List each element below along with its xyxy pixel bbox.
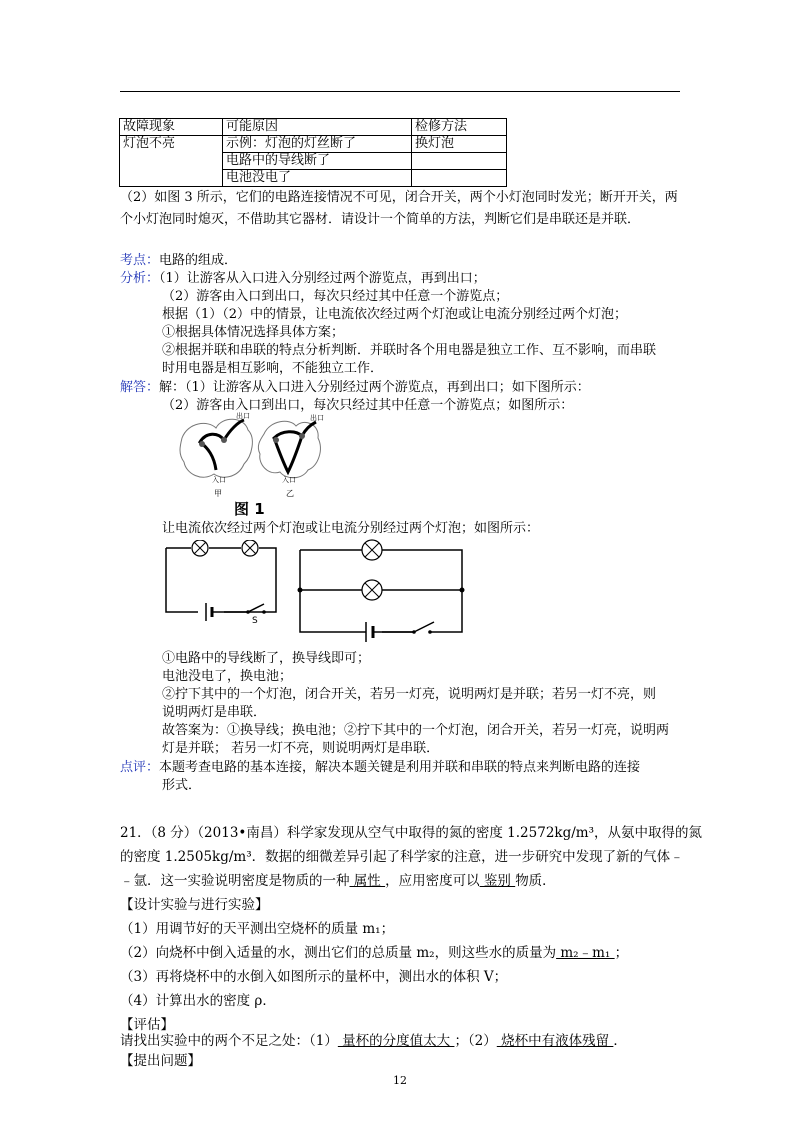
kaodian-label: 考点： bbox=[120, 253, 160, 268]
q21-step2: （2）向烧杯中倒入适量的水，测出它们的总质量 m₂，则这些水的质量为 m₂﹣m₁ ； bbox=[120, 945, 629, 961]
kaodian-text: 电路的组成． bbox=[159, 253, 238, 268]
entry-label: 入口 bbox=[212, 476, 226, 484]
exit-label: 出口 bbox=[236, 412, 250, 420]
jieda-line4: ①电路中的导线断了，换导线即可； bbox=[162, 651, 371, 666]
exit-label: 出口 bbox=[310, 414, 324, 422]
switch-icon bbox=[412, 622, 434, 634]
junction-dot bbox=[298, 588, 303, 593]
jieda-line6: ②拧下其中的一个灯泡，闭合开关，若另一灯亮，说明两灯是并联；若另一灯不亮，则 bbox=[162, 687, 657, 702]
table-cell: 示例：灯泡的灯丝断了 bbox=[223, 136, 412, 153]
dianping-label: 点评： bbox=[120, 760, 160, 775]
entry-label: 入口 bbox=[282, 476, 296, 484]
jieda-line1 bbox=[120, 379, 590, 397]
fenxi-line1 bbox=[120, 270, 486, 288]
q21-line3: ﹣氩．这一实验说明密度是物质的一种 属性 ，应用密度可以 鉴别 物质． bbox=[120, 873, 556, 889]
lamp-icon bbox=[362, 580, 382, 600]
fault-table bbox=[119, 118, 507, 187]
table-row bbox=[120, 119, 507, 136]
answer-blank: m₂﹣m₁ bbox=[556, 945, 615, 961]
fenxi-line3: 根据（1）（2）中的情景，让电流依次经过两个灯泡或让电流分别经过两个灯泡； bbox=[162, 307, 628, 322]
jieda-label: 解答： bbox=[120, 380, 160, 395]
spot-marker bbox=[199, 441, 205, 447]
question-part2-line2: 个小灯泡同时熄灭，不借助其它器材．请设计一个简单的方法，判断它们是串联还是并联． bbox=[120, 212, 641, 227]
figure-caption: 图 1 bbox=[234, 500, 265, 518]
fenxi-line4: ①根据具体情况选择具体方案； bbox=[162, 325, 345, 340]
dianping-line1 bbox=[120, 759, 640, 777]
question-part2-line1: （2）如图 3 所示，它们的电路连接情况不可见，闭合开关，两个小灯泡同时发光；断开开关，两 bbox=[120, 190, 678, 205]
parallel-circuit-diagram bbox=[296, 536, 468, 646]
lamp-icon bbox=[192, 540, 208, 556]
lamp-icon bbox=[242, 540, 258, 556]
table-cell bbox=[412, 153, 507, 170]
fenxi-text: （1）让游客从入口进入分别经过两个游览点，再到出口； bbox=[159, 271, 486, 286]
answer-blank: 鉴别 bbox=[479, 873, 516, 889]
spot-marker bbox=[273, 437, 279, 443]
fenxi-line6: 时用电器是相互影响，不能独立工作． bbox=[162, 361, 384, 376]
spot-marker bbox=[221, 437, 227, 443]
lamp-icon bbox=[362, 540, 382, 560]
jieda-line3: 让电流依次经过两个灯泡或让电流分别经过两个灯泡；如图所示： bbox=[162, 521, 540, 536]
section-question: 【提出问题】 bbox=[120, 1053, 201, 1069]
q21-step3: （3）再将烧杯中的水倒入如图所示的量杯中，测出水的体积 V； bbox=[120, 969, 508, 985]
table-header: 故障现象 bbox=[120, 119, 223, 136]
table-cell: 灯泡不亮 bbox=[120, 136, 223, 187]
table-row bbox=[120, 136, 507, 153]
jieda-line7: 说明两灯是串联． bbox=[162, 705, 267, 720]
switch-label: S bbox=[252, 616, 258, 624]
figure-park-maps bbox=[178, 408, 328, 500]
q21-line2: 的密度 1.2505kg/m³．数据的细微差异引起了科学家的注意，进一步研究中发现了新的气体﹣ bbox=[120, 849, 684, 865]
battery-icon bbox=[366, 622, 373, 642]
jieda-line2: （2）游客由入口到出口，每次只经过其中任意一个游览点；如图所示： bbox=[162, 398, 574, 413]
q21-line1: 21．（8 分）（2013•南昌）科学家发现从空气中取得的氮的密度 1.2572kg/m³，从氨中取得的氮 bbox=[120, 825, 702, 841]
jieda-line5: 电池没电了，换电池； bbox=[162, 669, 293, 684]
section-design: 【设计实验与进行实验】 bbox=[120, 897, 269, 913]
table-cell: 换灯泡 bbox=[412, 136, 507, 153]
kaodian bbox=[120, 252, 237, 270]
fenxi-line2: （2）游客由入口到出口，每次只经过其中任意一个游览点； bbox=[162, 289, 509, 304]
dianping-text: 本题考查电路的基本连接，解决本题关键是利用并联和串联的特点来判断电路的连接 bbox=[159, 760, 641, 775]
label-jia: 甲 bbox=[214, 489, 222, 498]
table-cell bbox=[412, 170, 507, 187]
jieda-line9: 灯是并联； 若另一灯不亮，则说明两灯是串联． bbox=[162, 741, 440, 756]
section-evaluate: 【评估】 bbox=[120, 1017, 174, 1033]
page-number: 12 bbox=[393, 1074, 407, 1087]
jieda-line8: 故答案为：①换导线；换电池；②拧下其中的一个灯泡，闭合开关，若另一灯亮，说明两 bbox=[162, 723, 670, 738]
fenxi-label: 分析： bbox=[120, 271, 160, 286]
junction-dot bbox=[460, 588, 465, 593]
table-header: 检修方法 bbox=[412, 119, 507, 136]
q21-evaluate-line: 请找出实验中的两个不足之处：（1） 量杯的分度值太大 ；（2） 烧杯中有液体残留 ． bbox=[120, 1033, 627, 1049]
series-circuit-diagram bbox=[160, 540, 284, 624]
q21-step1: （1）用调节好的天平测出空烧杯的质量 m₁； bbox=[120, 921, 395, 937]
answer-blank: 属性 bbox=[349, 873, 386, 889]
spot-marker bbox=[299, 433, 305, 439]
jieda-text: 解：（1）让游客从入口进入分别经过两个游览点，再到出口；如下图所示： bbox=[159, 380, 590, 395]
q21-step4: （4）计算出水的密度 ρ． bbox=[120, 993, 276, 1009]
table-header: 可能原因 bbox=[223, 119, 412, 136]
answer-blank: 烧杯中有液体残留 bbox=[496, 1033, 614, 1049]
dianping-line2: 形式． bbox=[162, 778, 202, 793]
label-yi: 乙 bbox=[286, 489, 294, 498]
answer-blank: 量杯的分度值太大 bbox=[337, 1033, 455, 1049]
header-rule bbox=[120, 91, 680, 92]
table-cell: 电池没电了 bbox=[223, 170, 412, 187]
fenxi-line5: ②根据并联和串联的特点分析判断．并联时各个用电器是独立工作、互不影响，而串联 bbox=[162, 343, 657, 358]
battery-icon bbox=[206, 603, 212, 621]
table-cell: 电路中的导线断了 bbox=[223, 153, 412, 170]
